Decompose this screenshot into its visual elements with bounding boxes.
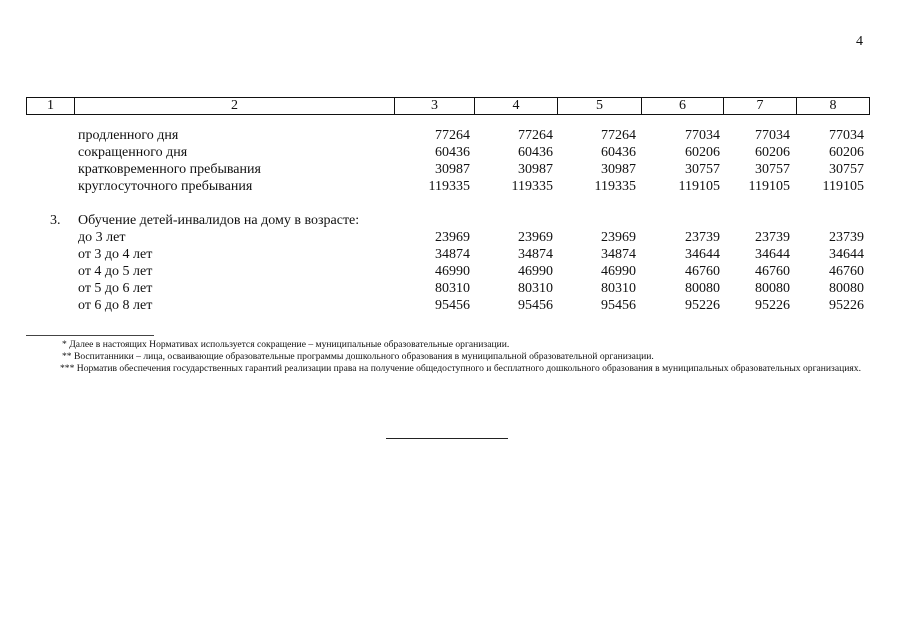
row-label: от 4 до 5 лет	[78, 264, 153, 279]
cell-col4: 34874	[518, 247, 553, 262]
section-number: 3.	[50, 213, 61, 228]
cell-col3: 30987	[435, 162, 470, 177]
table-row	[0, 246, 898, 263]
cell-col3: 34874	[435, 247, 470, 262]
cell-col8: 80080	[829, 281, 864, 296]
cell-col3: 95456	[435, 298, 470, 313]
row-label: кратковременного пребывания	[78, 162, 261, 177]
row-label: от 6 до 8 лет	[78, 298, 153, 313]
cell-col5: 46990	[601, 264, 636, 279]
table-row	[0, 161, 898, 178]
page-number: 4	[856, 34, 863, 49]
cell-col4: 23969	[518, 230, 553, 245]
cell-col3: 77264	[435, 128, 470, 143]
table-row	[0, 178, 898, 195]
column-header-table	[26, 97, 870, 115]
column-header-5: 5	[558, 98, 642, 115]
column-header-3: 3	[395, 98, 475, 115]
section-title: Обучение детей-инвалидов на дому в возрасте:	[78, 213, 360, 228]
cell-col4: 30987	[518, 162, 553, 177]
cell-col6: 60206	[685, 145, 720, 160]
cell-col6: 30757	[685, 162, 720, 177]
column-header-4: 4	[475, 98, 558, 115]
cell-col4: 119335	[511, 179, 553, 194]
column-header-2: 2	[75, 98, 395, 115]
cell-col7: 23739	[755, 230, 790, 245]
cell-col7: 34644	[755, 247, 790, 262]
column-header-row	[27, 98, 870, 115]
column-header-8: 8	[797, 98, 870, 115]
cell-col8: 34644	[829, 247, 864, 262]
row-label: сокращенного дня	[78, 145, 188, 160]
cell-col5: 80310	[601, 281, 636, 296]
footnote-2: ** Воспитанники – лица, осваивающие образовательные программы дошкольного образования в муниципальной образовательной организации.	[62, 351, 654, 362]
cell-col3: 80310	[435, 281, 470, 296]
cell-col6: 77034	[685, 128, 720, 143]
table-row	[0, 127, 898, 144]
row-label: до 3 лет	[78, 230, 126, 245]
cell-col3: 60436	[435, 145, 470, 160]
cell-col8: 95226	[829, 298, 864, 313]
cell-col5: 119335	[594, 179, 636, 194]
cell-col6: 95226	[685, 298, 720, 313]
cell-col7: 46760	[755, 264, 790, 279]
cell-col7: 119105	[748, 179, 790, 194]
row-label: от 5 до 6 лет	[78, 281, 153, 296]
footnote-separator	[26, 335, 154, 336]
cell-col8: 77034	[829, 128, 864, 143]
cell-col4: 60436	[518, 145, 553, 160]
cell-col7: 30757	[755, 162, 790, 177]
cell-col8: 30757	[829, 162, 864, 177]
row-label: от 3 до 4 лет	[78, 247, 153, 262]
end-of-document-rule	[386, 438, 508, 439]
cell-col4: 95456	[518, 298, 553, 313]
cell-col5: 34874	[601, 247, 636, 262]
cell-col6: 46760	[685, 264, 720, 279]
footnote-3: *** Норматив обеспечения государственных гарантий реализации права на получение общедоступного и бесплатного дошкольного образования в муниципальных образовательных организациях.	[60, 363, 861, 374]
cell-col3: 119335	[428, 179, 470, 194]
cell-col6: 80080	[685, 281, 720, 296]
cell-col5: 77264	[601, 128, 636, 143]
column-header-6: 6	[642, 98, 724, 115]
cell-col5: 23969	[601, 230, 636, 245]
cell-col6: 23739	[685, 230, 720, 245]
cell-col7: 60206	[755, 145, 790, 160]
cell-col3: 46990	[435, 264, 470, 279]
row-label: продленного дня	[78, 128, 179, 143]
footnote-1: * Далее в настоящих Нормативах используется сокращение – муниципальные образовательные организации.	[62, 339, 510, 350]
cell-col6: 34644	[685, 247, 720, 262]
cell-col4: 77264	[518, 128, 553, 143]
cell-col8: 119105	[822, 179, 864, 194]
table-row	[0, 229, 898, 246]
column-header-7: 7	[724, 98, 797, 115]
row-label: круглосуточного пребывания	[78, 179, 253, 194]
cell-col8: 60206	[829, 145, 864, 160]
cell-col5: 95456	[601, 298, 636, 313]
cell-col5: 60436	[601, 145, 636, 160]
cell-col8: 46760	[829, 264, 864, 279]
table-row	[0, 280, 898, 297]
section-heading-row	[0, 212, 898, 229]
table-row	[0, 263, 898, 280]
table-row	[0, 297, 898, 314]
cell-col3: 23969	[435, 230, 470, 245]
column-header-1: 1	[27, 98, 75, 115]
table-row	[0, 144, 898, 161]
cell-col7: 95226	[755, 298, 790, 313]
cell-col7: 80080	[755, 281, 790, 296]
cell-col4: 46990	[518, 264, 553, 279]
cell-col4: 80310	[518, 281, 553, 296]
cell-col7: 77034	[755, 128, 790, 143]
cell-col8: 23739	[829, 230, 864, 245]
cell-col6: 119105	[678, 179, 720, 194]
cell-col5: 30987	[601, 162, 636, 177]
